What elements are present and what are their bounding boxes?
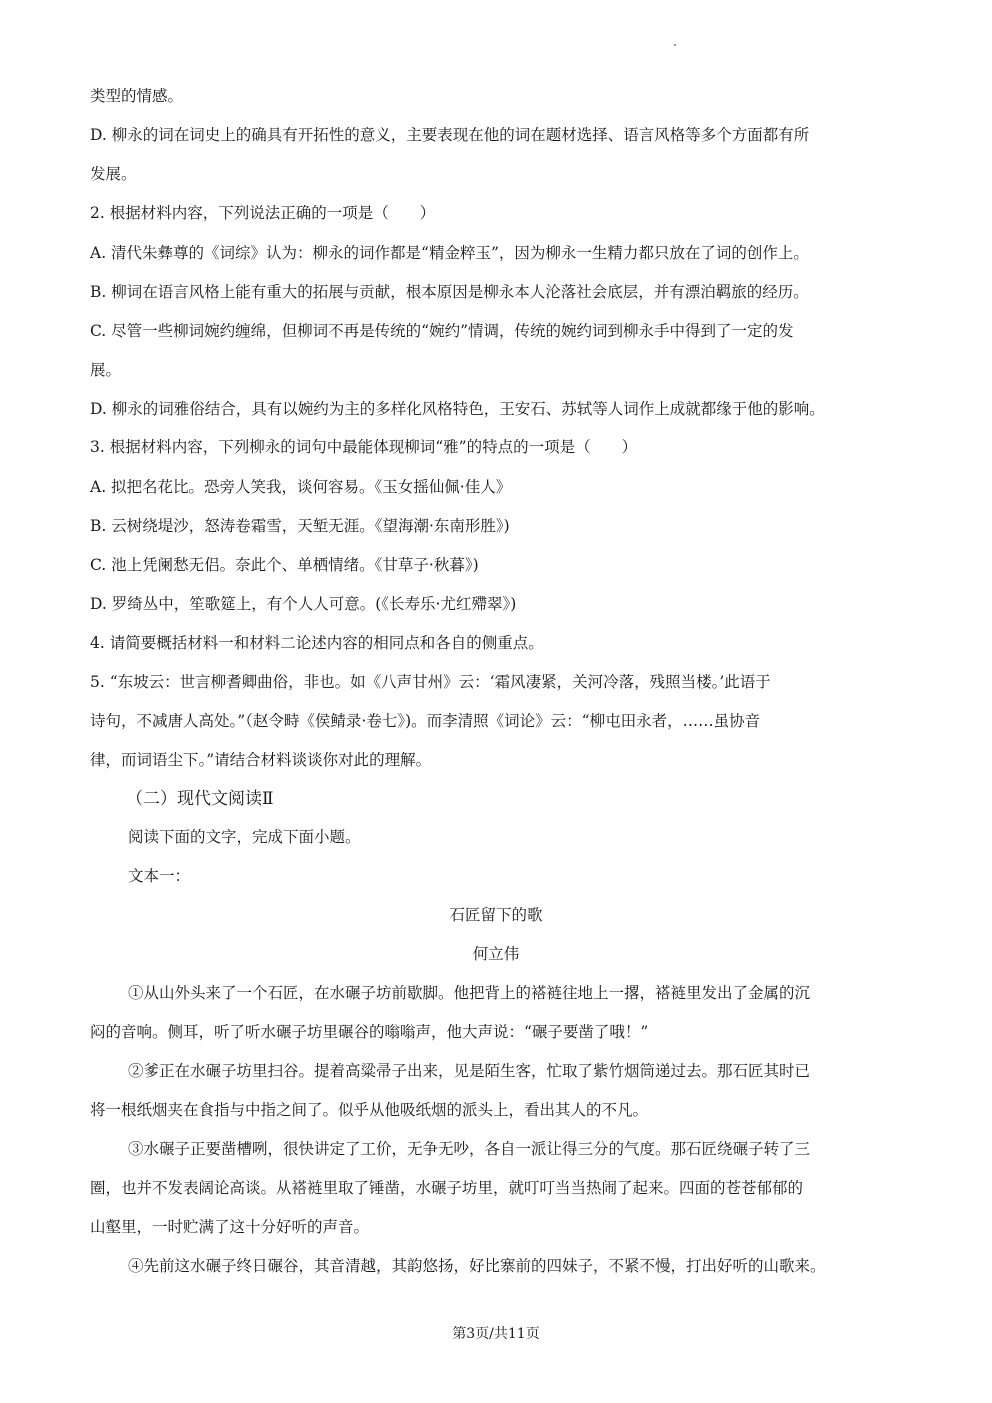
paragraph-line: ①从山外头来了一个石匠，在水碾子坊前歇脚。他把背上的褡裢往地上一撂，褡裢里发出了金属的沉 [128, 984, 811, 1002]
option-b: B. 柳词在语言风格上能有重大的拓展与贡献，根本原因是柳永本人沦落社会底层，并有漂泊羁旅的经历。 [90, 283, 809, 301]
text-line: 类型的情感。 [90, 87, 184, 105]
option-c: C. 池上凭阑愁无侣。奈此个、单栖情绪。《甘草子·秋暮》) [90, 556, 479, 574]
instruction: 阅读下面的文字，完成下面小题。 [128, 828, 361, 846]
text-line: 律，而词语尘下。”请结合材料谈谈你对此的理解。 [90, 751, 432, 769]
option-c: C. 尽管一些柳词婉约缠绵，但柳词不再是传统的“婉约”情调，传统的婉约词到柳永手中得到了一定的发 [90, 322, 794, 340]
text-label: 文本一： [128, 867, 191, 885]
paragraph-line: 圈，也并不发表阔论高谈。从褡裢里取了锤凿，水碾子坊里，就叮叮当当热闹了起来。四面的苍苍郁郁的 [90, 1179, 804, 1197]
question-5: 5. “东坡云：世言柳耆卿曲俗，非也。如《八声甘州》云：‘霜风凄紧，关河冷落，残照当楼。’此语于 [90, 673, 771, 691]
option-a: A. 拟把名花比。恐旁人笑我，谈何容易。《玉女摇仙佩·佳人》 [90, 478, 512, 496]
option-d: D. 罗绮丛中，笙歌筵上，有个人人可意。(《长寿乐·尤红殢翠》) [90, 595, 517, 613]
paragraph-line: 山壑里，一时贮满了这十分好听的声音。 [90, 1218, 370, 1236]
section-heading: （二）现代文阅读Ⅱ [126, 789, 274, 809]
question-2: 2. 根据材料内容，下列说法正确的一项是（ ） [90, 204, 436, 222]
scan-dot [674, 44, 676, 46]
option-d: D. 柳永的词雅俗结合，具有以婉约为主的多样化风格特色，王安石、苏轼等人词作上成就都缘于他的影响。 [90, 400, 825, 418]
text-line: D. 柳永的词在词史上的确具有开拓性的意义，主要表现在他的词在题材选择、语言风格等多个方面都有所 [90, 126, 810, 144]
paragraph-line: ④先前这水碾子终日碾谷，其音清越，其韵悠扬，好比寨前的四妹子，不紧不慢，打出好听的山歌来。 [128, 1257, 826, 1275]
option-a: A. 清代朱彝尊的《词综》认为：柳永的词作都是“精金粹玉”，因为柳永一生精力都只放在了词的创作上。 [90, 244, 809, 262]
text-line: 展。 [90, 361, 122, 379]
story-title: 石匠留下的歌 [449, 906, 543, 924]
option-b: B. 云树绕堤沙，怒涛卷霜雪，天堑无涯。《望海潮·东南形胜》) [90, 517, 510, 535]
text-line: 发展。 [90, 165, 137, 183]
question-3: 3. 根据材料内容，下列柳永的词句中最能体现柳词“雅”的特点的一项是（ ） [90, 438, 638, 456]
page-footer: 第3页/共11页 [452, 1326, 540, 1342]
question-4: 4. 请简要概括材料一和材料二论述内容的相同点和各自的侧重点。 [90, 634, 544, 652]
paragraph-line: ③水碾子正要凿槽咧，很快讲定了工价，无争无吵，各自一派让得三分的气度。那石匠绕碾子转了三 [128, 1140, 811, 1158]
story-author: 何立伟 [472, 945, 520, 963]
paragraph-line: 闷的音响。侧耳，听了听水碾子坊里碾谷的嗡嗡声，他大声说：“碾子要凿了哦！” [90, 1023, 649, 1041]
paragraph-line: 将一根纸烟夹在食指与中指之间了。似乎从他吸纸烟的派头上，看出其人的不凡。 [90, 1101, 649, 1119]
paragraph-line: ②爹正在水碾子坊里扫谷。提着高粱帚子出来，见是陌生客，忙取了紫竹烟筒递过去。那石匠其时已 [128, 1062, 811, 1080]
text-line: 诗句，不减唐人高处。”（赵令畤《侯鲭录·卷七》)。而李清照《词论》云：“柳屯田永者，……虽协音 [90, 712, 761, 730]
